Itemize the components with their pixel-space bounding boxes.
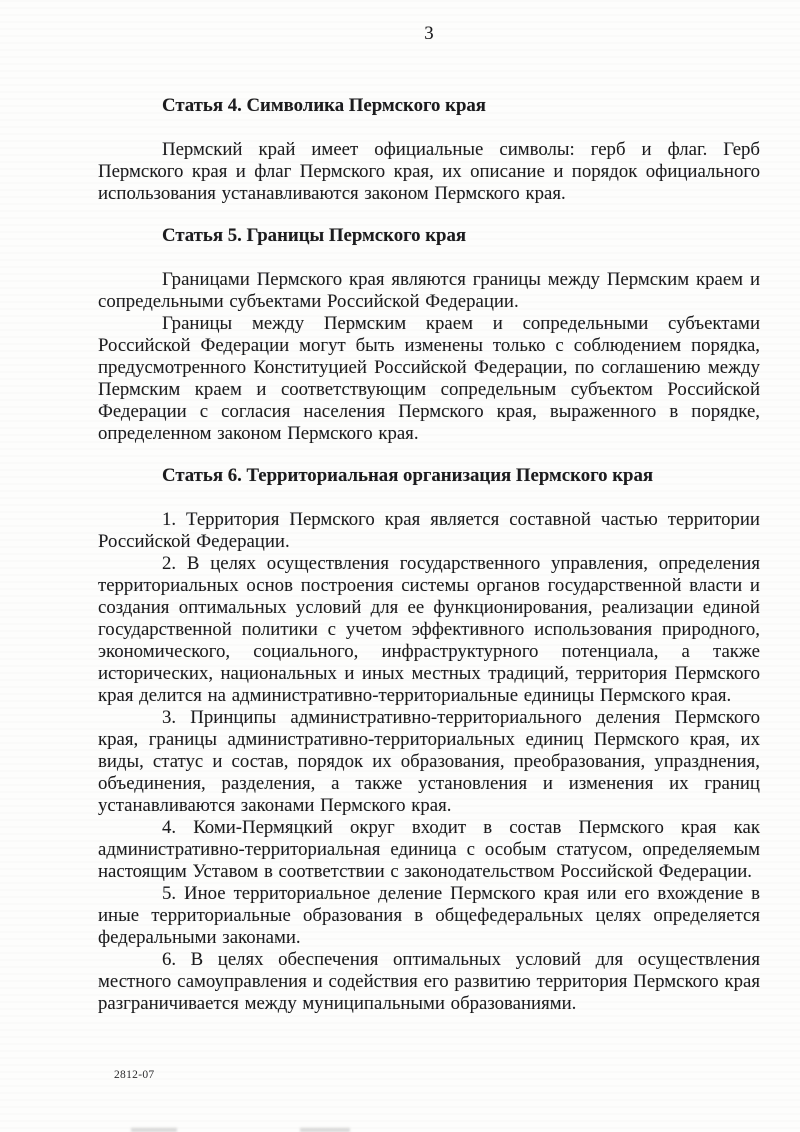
article-paragraph: Границы между Пермским краем и сопредельными субъектами Российской Федерации могут быть изменены только с соблюдением порядка, предусмотренного Конституцией Российской Федерации, по соглашению между Пермским краем и соответствующим сопредельным субъектом Российской Федерации с согласия населения Пермского края, выраженного в порядке, определенном законом Пермского края. [98,313,760,444]
document-body [98,75,760,1015]
document-code: 2812-07 [114,1069,155,1081]
article-paragraph: Границами Пермского края являются границы между Пермским краем и сопредельными субъектами Российской Федерации. [98,269,760,312]
scan-artifact-nextpage-text [300,1128,350,1132]
scan-artifact-nextpage-text [131,1128,177,1132]
article-heading: Статья 4. Символика Пермского края [162,95,486,116]
page-number: 3 [424,23,434,44]
article-paragraph: 6. В целях обеспечения оптимальных условий для осуществления местного самоуправления и содействия его развитию территория Пермского края разграничивается между муниципальными образованиями. [98,949,760,1014]
article-paragraph: 5. Иное территориальное деление Пермского края или его вхождение в иные территориальные образования в общефедеральных целях определяется федеральными законами. [98,883,760,948]
article-paragraph: Пермский край имеет официальные символы: герб и флаг. Герб Пермского края и флаг Пермского края, их описание и порядок официального использования устанавливаются законом Пермского края. [98,139,760,204]
article-paragraph: 1. Территория Пермского края является составной частью территории Российской Федерации. [98,509,760,552]
article-paragraph: 3. Принципы административно-территориального деления Пермского края, границы административно-территориальных единиц Пермского края, их виды, статус и состав, порядок их образования, преобразования, упразднения, объединения, разделения, а также установления и изменения их границ устанавливаются законами Пермского края. [98,707,760,816]
article-paragraph: 2. В целях осуществления государственного управления, определения территориальных основ построения системы органов государственной власти и создания оптимальных условий для ее функционирования, реализации единой государственной политики с учетом эффективного использования природного, экономического, социального, инфраструктурного потенциала, а также исторических, национальных и иных местных традиций, территория Пермского края делится на административно-территориальные единицы Пермского края. [98,553,760,706]
article-paragraph: 4. Коми-Пермяцкий округ входит в состав Пермского края как административно-территориальная единица с особым статусом, определяемым настоящим Уставом в соответствии с законодательством Российской Федерации. [98,817,760,882]
document-content [98,0,760,1015]
article-heading: Статья 6. Территориальная организация Пермского края [162,465,654,486]
article-heading: Статья 5. Границы Пермского края [162,225,467,246]
